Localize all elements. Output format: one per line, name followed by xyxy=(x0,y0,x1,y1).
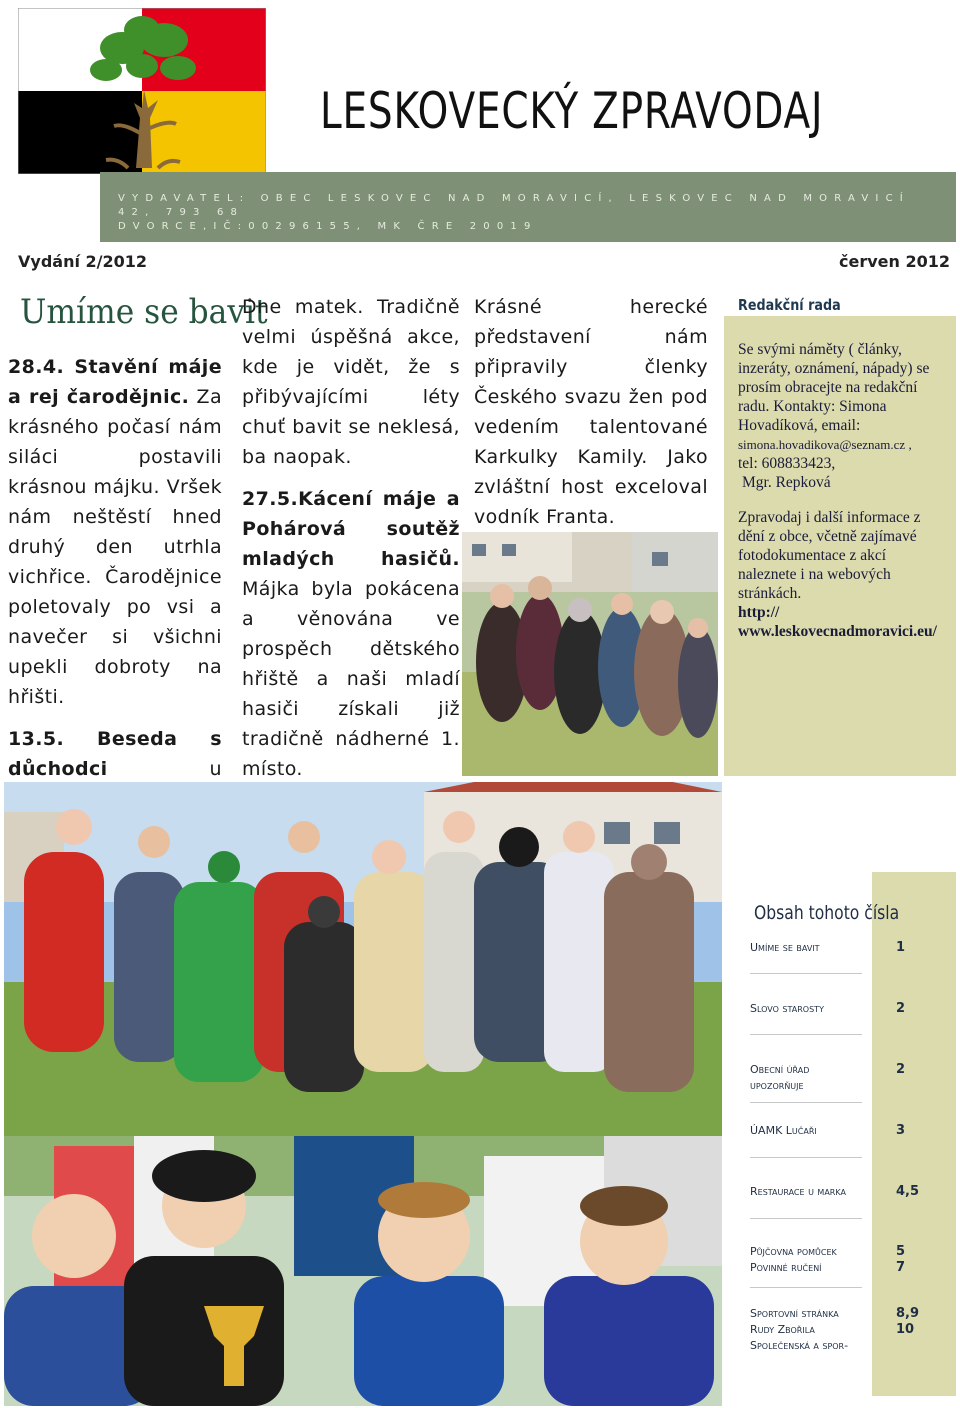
board-tel: tel: 608833423, xyxy=(738,455,836,472)
toc-divider xyxy=(750,1034,862,1035)
publisher-line-1: VYDAVATEL: OBEC LESKOVEC NAD MORAVICÍ, LESKOVEC NAD MORAVICÍ 42, 793 68 xyxy=(118,193,910,218)
toc-item-page: 8,9 xyxy=(896,1306,920,1321)
issue-date: červen 2012 xyxy=(839,252,950,271)
board-info: Zpravodaj i další informace z dění z obce, včetně zajímavé fotodokumentace z akcí naleznete i na webových stránkách. xyxy=(738,509,921,602)
editorial-board-text xyxy=(738,340,938,641)
toc-item-label[interactable]: Umíme se bavit xyxy=(750,941,820,954)
article-column-3 xyxy=(474,292,708,544)
toc-item-page: 1 xyxy=(896,940,906,955)
board-email: simona.hovadikova@seznam.cz , xyxy=(738,437,912,452)
board-member-2: Mgr. Repková xyxy=(742,474,831,491)
event-text-seniors: u xyxy=(209,758,222,780)
toc-item-page: 4,5 xyxy=(896,1184,920,1199)
article-headline: Umíme se bavit xyxy=(20,292,268,332)
publisher-info xyxy=(118,192,948,234)
event-text-firefighters: Májka byla pokácena a věnována ve prospěch dětského hřiště a naši mladí hasiči získali již tradičně nádherné 1. místo. xyxy=(242,578,460,780)
toc-divider xyxy=(750,1218,862,1219)
toc-item-label[interactable]: Sportovní stránka xyxy=(750,1307,839,1320)
toc-item-label[interactable]: ÚAMK Lučaři xyxy=(750,1124,817,1137)
event-heading-seniors: 13.5. Beseda s důchodci xyxy=(8,728,222,780)
toc-item-label[interactable]: Slovo starosty xyxy=(750,1002,824,1015)
toc-item-label[interactable]: Obecní úřad upozorňuje xyxy=(750,1063,810,1092)
article-column-2 xyxy=(242,292,460,796)
editorial-board-title: Redakční rada xyxy=(738,296,841,314)
toc-divider xyxy=(750,1287,862,1288)
toc-item-page: 2 xyxy=(896,1001,906,1016)
board-intro: Se svými náměty ( články, inzeráty, oznámení, nápady) se prosím obracejte na redakční radu. Kontakty: Simona Hovadíková, email: xyxy=(738,341,930,434)
toc-item-page: 7 xyxy=(896,1260,906,1275)
event-heading-may-pole: 28.4. Stavění máje a rej čarodějnic. xyxy=(8,356,222,408)
village-flag-logo xyxy=(18,8,266,174)
toc-title: Obsah tohoto čísla xyxy=(754,902,900,924)
photo-costumed-group xyxy=(4,782,722,1186)
toc-item-page: 10 xyxy=(896,1322,915,1337)
article-column-1 xyxy=(8,352,222,826)
masthead-title: LESKOVECKÝ ZPRAVODAJ xyxy=(320,82,824,140)
photo-young-firefighters-trophy xyxy=(4,1136,722,1406)
col2-text-1: Dne matek. Tradičně velmi úspěšná akce, kde je vidět, že s přibývajícími léty chuť bavit se neklesá, ba naopak. xyxy=(242,296,460,468)
toc-divider xyxy=(750,1157,862,1158)
board-url: http:// www.leskovecnadmoravici.eu/ xyxy=(738,604,937,640)
toc-item-page: 5 xyxy=(896,1244,906,1259)
toc-item-page: 2 xyxy=(896,1062,906,1077)
event-heading-firefighters: 27.5.Kácení máje a Pohárová soutěž mladých hasičů. xyxy=(242,488,460,570)
event-text-may-pole: Za krásného počasí nám siláci postavili krásnou májku. Vršek nám neštěstí hned druhý den utrhla vichřice. Čarodějnice poletovaly po vsi a navečer si všichni upekli dobroty na hřišti. xyxy=(8,386,222,708)
toc-item-label[interactable]: Restaurace u marka xyxy=(750,1185,846,1198)
toc-item-label[interactable]: Společenská a spor- xyxy=(750,1339,849,1352)
publisher-line-2: DVORCE,IČ:00296155, MK ČRE 20019 xyxy=(118,221,538,232)
col3-text: Krásné herecké představení nám připravily členky Českého svazu žen pod vedením talentované Karkulky Kamily. Jako zvláštní host exceloval vodník Franta. xyxy=(474,296,708,528)
toc-item-label[interactable]: Povinné ručení xyxy=(750,1261,822,1274)
toc-divider xyxy=(750,1102,862,1103)
toc-divider xyxy=(750,973,862,974)
toc-item-label[interactable]: Rudy Zbořila xyxy=(750,1323,815,1336)
photo-theatre-performers xyxy=(462,532,718,776)
toc-item-label[interactable]: Půjčovna pomůcek xyxy=(750,1245,837,1258)
toc-item-page: 3 xyxy=(896,1123,906,1138)
issue-number: Vydání 2/2012 xyxy=(18,252,148,271)
